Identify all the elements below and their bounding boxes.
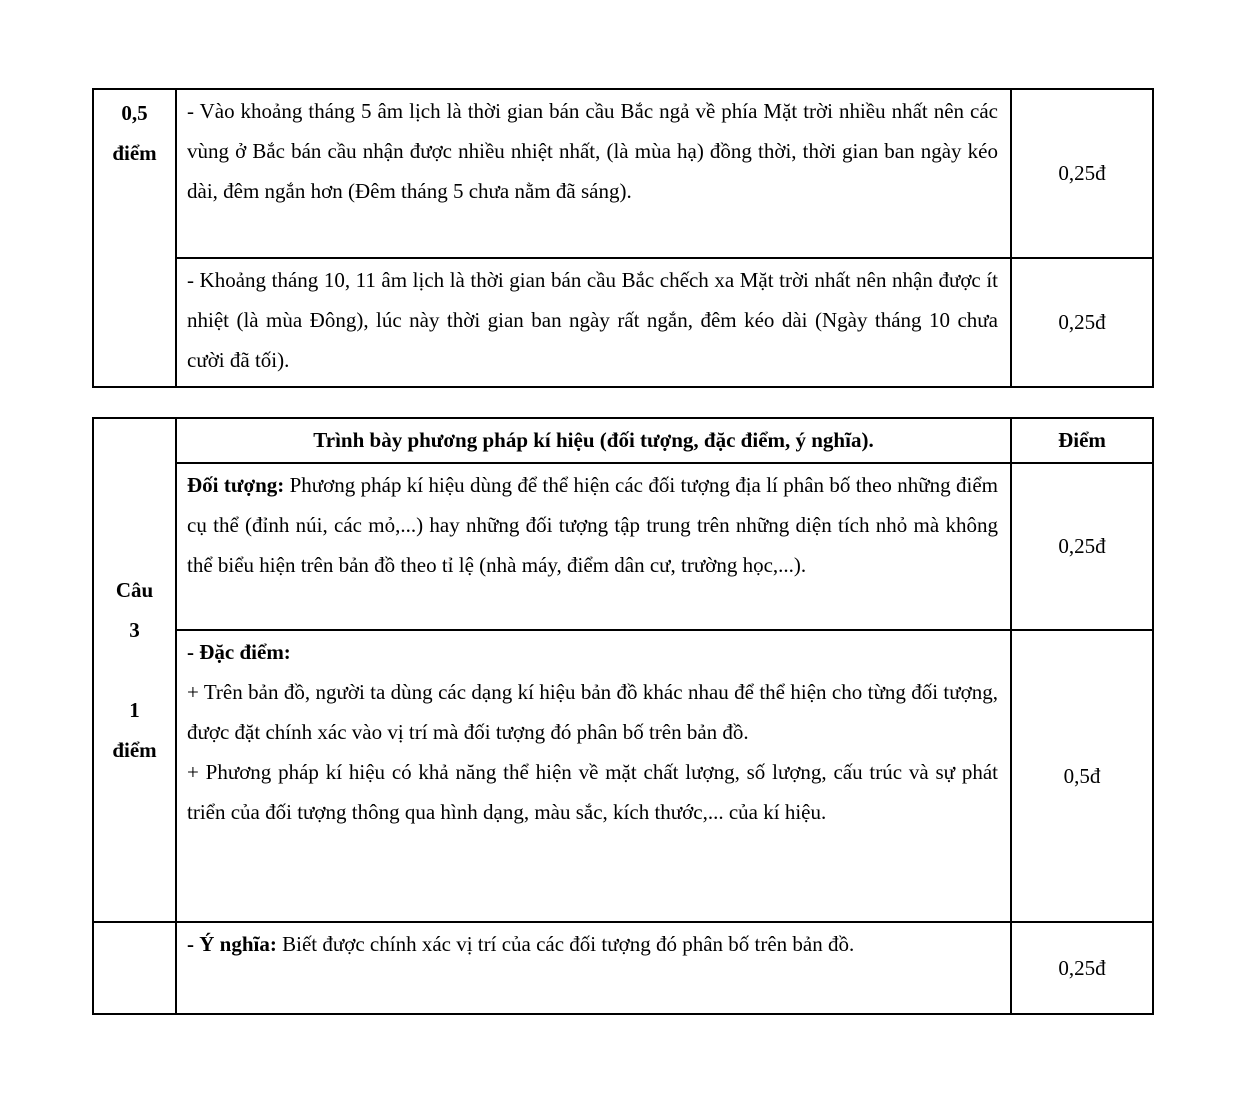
table-row [93,922,1153,1014]
question-title: Trình bày phương pháp kí hiệu (đối tượng, đặc điểm, ý nghĩa). [313,428,874,452]
score-cell [1011,463,1153,630]
question-label: Câu [115,578,154,602]
score-column-header [1011,418,1153,463]
points-unit: điểm [112,738,157,762]
answer-paragraph: + Phương pháp kí hiệu có khả năng thể hiện về mặt chất lượng, số lượng, cấu trúc và sự phát triển của đối tượng thông qua hình dạng, màu sắc, kích thước,... của kí hiệu. [187,760,998,824]
spacer [96,650,173,690]
points-value: 0,5 [121,101,148,125]
question-number: 3 [129,618,140,642]
answer-label: - Ý nghĩa: [187,932,277,956]
answer-text-cell [176,922,1011,1014]
score-cell [1011,258,1153,387]
answer-text-cell [176,258,1011,387]
question-number-cell [93,418,176,922]
answer-paragraph: - Khoảng tháng 10, 11 âm lịch là thời gian bán cầu Bắc chếch xa Mặt trời nhất nên nhận được ít nhiệt (là mùa Đông), lúc này thời gian ban ngày rất ngắn, đêm kéo dài (Ngày tháng 10 chưa cười đã tối). [187,268,998,372]
answer-text-cell [176,630,1011,922]
answer-paragraph [187,465,998,585]
score-value: 0,25đ [1058,161,1106,185]
score-value: 0,25đ [1058,310,1106,334]
question-points-cell [93,89,176,387]
score-value: 0,25đ [1058,955,1106,980]
answer-paragraph: - Vào khoảng tháng 5 âm lịch là thời gian bán cầu Bắc ngả về phía Mặt trời nhiều nhất nên các vùng ở Bắc bán cầu nhận được nhiều nhiệt nhất, (là mùa hạ) đồng thời, thời gian ban ngày kéo dài, đêm ngắn hơn (Đêm tháng 5 chưa nằm đã sáng). [187,99,998,203]
score-cell [1011,89,1153,258]
score-cell [1011,922,1153,1014]
table-row [93,463,1153,630]
score-value: 0,5đ [1063,763,1101,788]
answer-text-cell [176,463,1011,630]
answer-table-seasons [92,88,1154,388]
answer-text-cell [176,89,1011,258]
score-cell [1011,630,1153,922]
answer-paragraph [187,924,998,964]
empty-cell [93,922,176,1014]
score-header-label: Điểm [1058,428,1106,452]
answer-label: - Đặc điểm: [187,640,291,664]
answer-body: Biết được chính xác vị trí của các đối tượng đó phân bố trên bản đồ. [276,932,855,956]
answer-label: Đối tượng: [187,473,285,497]
points-value: 1 [129,698,140,722]
answer-body: Phương pháp kí hiệu dùng để thể hiện các đối tượng địa lí phân bố theo những điểm cụ thể (đỉnh núi, các mỏ,...) hay những đối tượng tập trung trên những diện tích nhỏ mà không thể biểu hiện trên bản đồ theo tỉ lệ (nhà máy, điểm dân cư, trường học,...). [187,473,998,577]
points-unit: điểm [112,141,157,165]
score-value: 0,25đ [1058,534,1106,558]
table-header-row [93,418,1153,463]
answer-paragraph: + Trên bản đồ, người ta dùng các dạng kí hiệu bản đồ khác nhau để thể hiện cho từng đối tượng, được đặt chính xác vào vị trí mà đối tượng đó phân bố trên bản đồ. [187,680,998,744]
table-row [93,89,1153,258]
table-row [93,258,1153,387]
answer-table-cau3 [92,417,1154,1015]
table-row [93,630,1153,922]
question-title-cell [176,418,1011,463]
